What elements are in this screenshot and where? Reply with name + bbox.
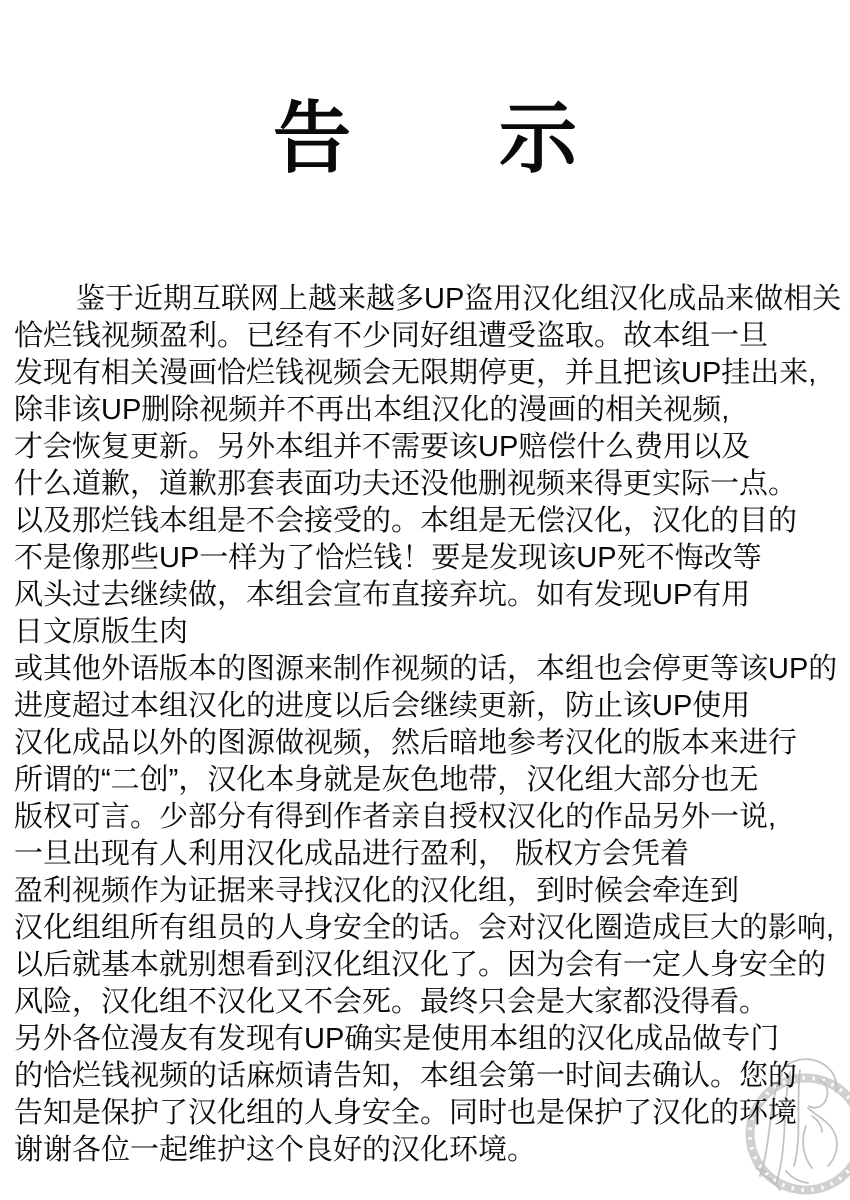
notice-line: 不是像那些UP一样为了恰烂钱！要是发现该UP死不悔改等 [14,542,762,574]
notice-line: 以及那烂钱本组是不会接受的。本组是无偿汉化，汉化的目的 [14,505,798,537]
title-char-2: 示 [499,94,578,183]
notice-line: 或其他外语版本的图源来制作视频的话，本组也会停更等该UP的 [14,653,838,685]
notice-line: 进度超过本组汉化的进度以后会继续更新，防止该UP使用 [14,690,751,722]
title-char-1: 告 [272,94,351,183]
notice-line: 盈利视频作为证据来寻找汉化的汉化组，到时候会牵连到 [14,875,740,907]
notice-line: 除非该UP删除视频并不再出本组汉化的漫画的相关视频, [14,394,730,426]
notice-line: 的恰烂钱视频的话麻烦请告知，本组会第一时间去确认。您的 [14,1060,798,1092]
notice-line: 日文原版生肉 [14,616,189,648]
notice-line: 汉化成品以外的图源做视频，然后暗地参考汉化的版本来进行 [14,727,798,759]
notice-line: 汉化组组所有组员的人身安全的话。会对汉化圈造成巨大的影响, [14,912,835,944]
notice-line: 版权可言。少部分有得到作者亲自授权汉化的作品另外一说, [14,801,777,833]
page-title [0,92,850,184]
notice-line: 谢谢各位一起维护这个良好的汉化环境。 [14,1134,537,1166]
notice-line: 风险，汉化组不汉化又不会死。最终只会是大家都没得看。 [14,986,769,1018]
notice-line: 一旦出现有人利用汉化成品进行盈利， 版权方会凭着 [14,838,690,870]
notice-line: 告知是保护了汉化组的人身安全。同时也是保护了汉化的环境 [14,1097,798,1129]
notice-body [14,281,844,1169]
notice-line: 所谓的“二创”，汉化本身就是灰色地带，汉化组大部分也无 [14,764,759,796]
notice-line: 才会恢复更新。另外本组并不需要该UP赔偿什么费用以及 [14,431,751,463]
notice-line: 鉴于近期互联网上越来越多UP盗用汉化组汉化成品来做相关 [76,283,842,315]
notice-line: 发现有相关漫画恰烂钱视频会无限期停更，并且把该UP挂出来, [14,357,817,389]
notice-line: 风头过去继续做，本组会宣布直接弃坑。如有发现UP有用 [14,579,751,611]
notice-line: 以后就基本就别想看到汉化组汉化了。因为会有一定人身安全的 [14,949,827,981]
notice-line: 什么道歉，道歉那套表面功夫还没他删视频来得更实际一点。 [14,468,798,500]
notice-line: 恰烂钱视频盈利。已经有不少同好组遭受盗取。故本组一旦 [14,320,769,352]
notice-line: 另外各位漫友有发现有UP确实是使用本组的汉化成品做专门 [14,1023,780,1055]
